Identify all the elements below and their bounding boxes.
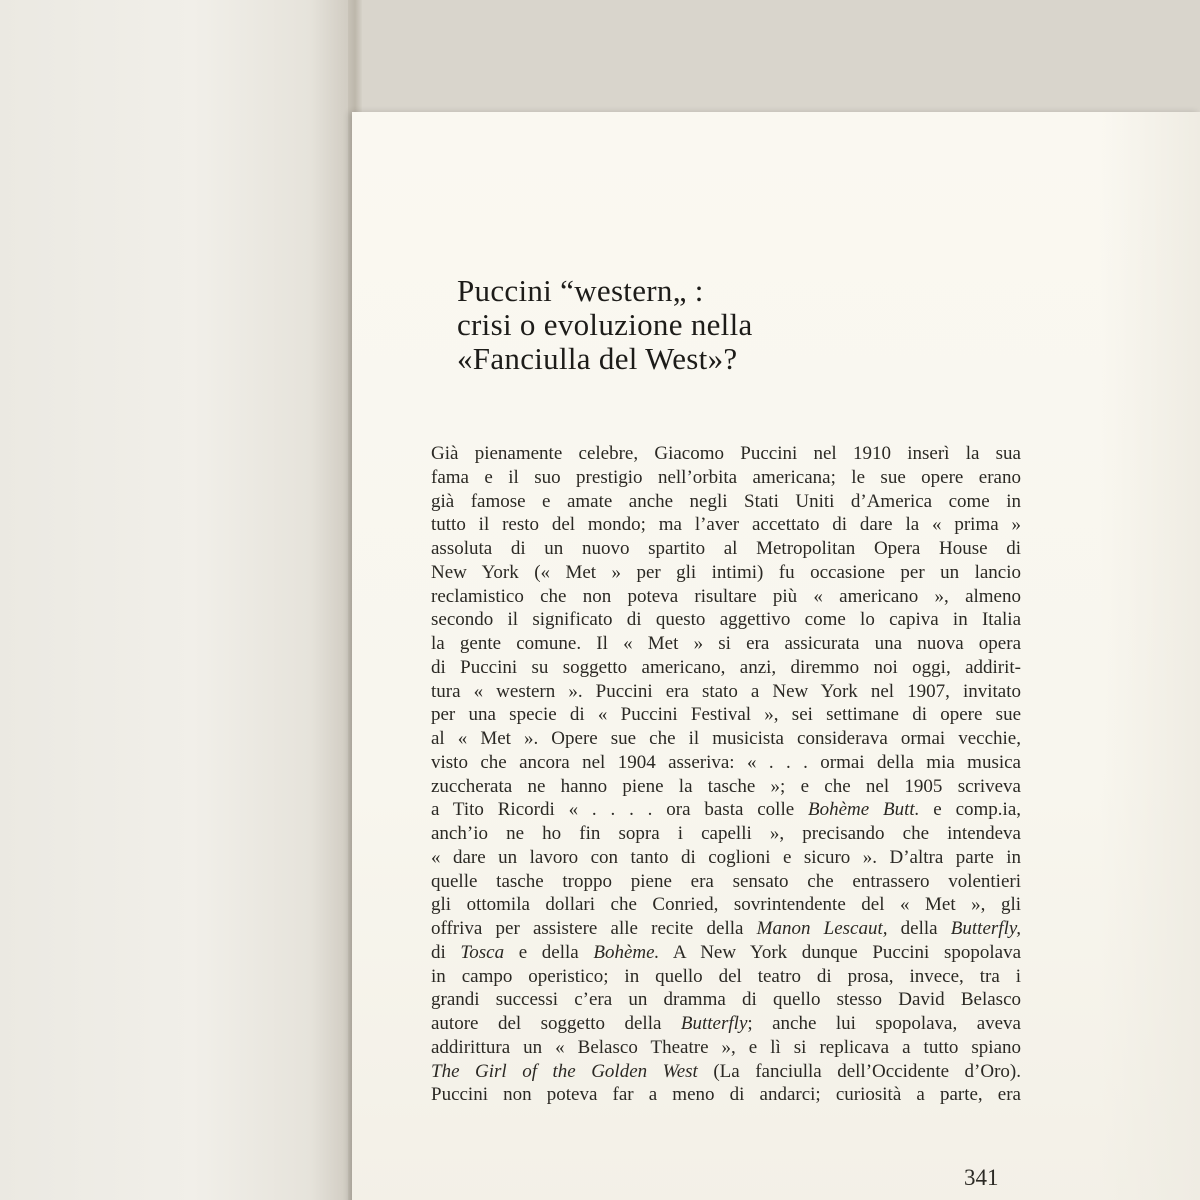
text-run: tura « western ». Puccini era stato a New York nel 1907, invitato [431,680,1021,702]
text-run: quelle tasche troppo piene era sensato che entrassero volentieri [431,870,1021,892]
text-line [431,870,1021,894]
text-line [431,1012,1021,1036]
text-line [431,632,1021,656]
text-run: New York (« Met » per gli intimi) fu occasione per un lancio [431,561,1021,583]
text-run: di Puccini su soggetto americano, anzi, diremmo noi oggi, addirit- [431,656,1021,678]
text-line [431,917,1021,941]
italic-text-run: Tosca [460,941,505,963]
text-line [431,941,1021,965]
text-run: Già pienamente celebre, Giacomo Puccini nel 1910 inserì la sua [431,443,1021,464]
text-line [431,656,1021,680]
chapter-title [457,274,753,376]
text-run: al « Met ». Opere sue che il musicista considerava ormai vecchie, [431,728,1021,749]
text-line [431,775,1021,799]
text-run: zuccherata ne hanno piene la tasche »; e che nel 1905 scriveva [431,775,1021,797]
text-run: Puccini non poteva far a meno di andarci; curiosità a parte, era [431,1084,1021,1106]
text-run: secondo il significato di questo aggettivo come lo capiva in Italia [431,609,1021,631]
text-run: anch’io ne ho fin sopra i capelli », precisando che intendeva [431,823,1021,844]
text-line [431,585,1021,609]
italic-text-run: Bohème. [593,941,660,963]
text-line [431,1060,1021,1084]
italic-text-run: Butterfly, [950,918,1021,939]
text-run: A New York dunque Puccini spopolava [659,941,1022,963]
page-edge-shading [1100,112,1200,1200]
italic-text-run: Butterfly [680,1013,748,1034]
page-number: 341 [964,1165,999,1190]
text-run: già famose e amate anche negli Stati Uniti d’America come in [431,490,1021,512]
text-line [431,965,1021,989]
text-run: reclamistico che non poteva risultare più « americano », almeno [431,585,1021,607]
text-run: la gente comune. Il « Met » si era assicurata una nuova opera [431,633,1021,654]
text-run: fama e il suo prestigio nell’orbita americana; le sue opere erano [431,466,1021,488]
text-line [431,442,1021,466]
text-line [431,988,1021,1012]
text-run: e della [504,941,594,963]
text-run: a Tito Ricordi « . . . . ora basta colle [431,799,809,821]
text-line [431,608,1021,632]
text-line [431,893,1021,917]
text-line [431,751,1021,775]
text-line [431,537,1021,561]
text-run: visto che ancora nel 1904 asseriva: « . . . ormai della mia musica [431,751,1021,773]
text-run: grandi successi c’era un dramma di quello stesso David Belasco [431,989,1021,1011]
text-line [431,561,1021,585]
chapter-title-line: crisi o evoluzione nella [457,307,753,342]
chapter-title-line: Puccini “western„ : [457,273,704,308]
text-line [431,1036,1021,1060]
text-line [431,846,1021,870]
italic-text-run: The Girl of the Golden West [431,1060,698,1082]
text-line [431,680,1021,704]
text-run: (La fanciulla dell’Occidente d’Oro). [697,1060,1021,1082]
left-page [0,0,352,1200]
text-run: « dare un lavoro con tanto di coglioni e sicuro ». D’altra parte in [431,846,1021,868]
text-run: della [887,918,951,939]
text-run: tutto il resto del mondo; ma l’aver accettato di dare la « prima » [431,514,1021,536]
text-run: in campo operistico; in quello del teatro di prosa, invece, tra i [431,965,1021,987]
text-line [431,513,1021,537]
text-run: addirittura un « Belasco Theatre », e lì si replicava a tutto spiano [431,1036,1021,1058]
text-line [431,822,1021,846]
text-line [431,703,1021,727]
italic-text-run: Manon Lescaut, [756,918,888,939]
italic-text-run: Bohème Butt. [808,799,920,821]
text-line [431,798,1021,822]
text-run: offriva per assistere alle recite della [431,918,757,939]
text-run: e comp.ia, [919,799,1021,821]
text-run: assoluta di un nuovo spartito al Metropolitan Opera House di [431,538,1021,559]
text-line [431,727,1021,751]
text-run: autore del soggetto della [431,1013,681,1034]
text-line [431,490,1021,514]
text-run: per una specie di « Puccini Festival », sei settimane di opere sue [431,704,1021,726]
text-line [431,1083,1021,1107]
chapter-title-line: «Fanciulla del West»? [457,341,738,376]
text-run: ; anche lui spopolava, aveva [747,1013,1021,1034]
text-run: gli ottomila dollari che Conried, sovrintendente del « Met », gli [431,894,1021,916]
text-run: di [431,941,461,963]
body-paragraph [431,442,1021,1107]
text-line [431,466,1021,490]
